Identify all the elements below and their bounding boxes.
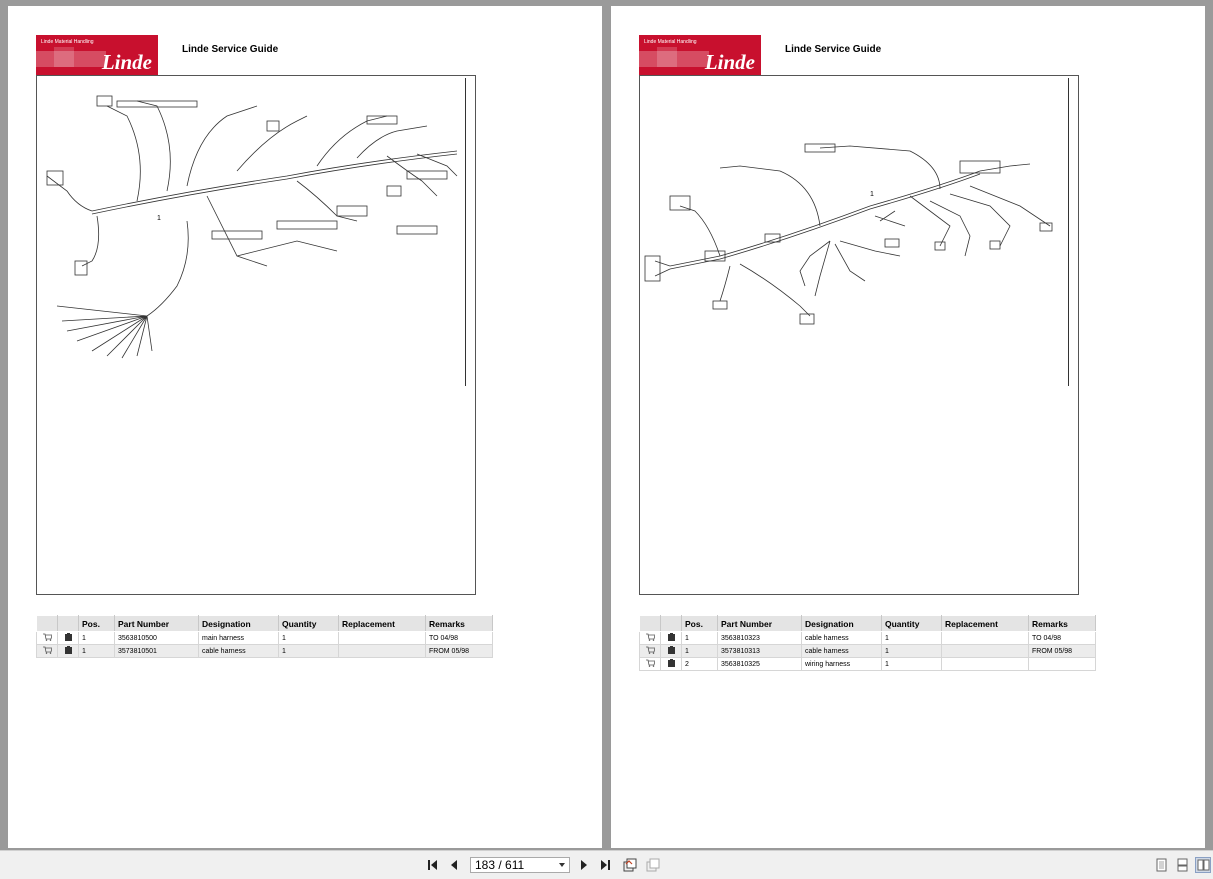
- clipboard-icon[interactable]: [64, 646, 73, 654]
- cell-part-number: 3563810325: [718, 658, 802, 671]
- main-harness-drawing: [37, 76, 476, 396]
- last-page-icon[interactable]: [598, 857, 612, 873]
- cell-designation: cable harness: [199, 645, 279, 658]
- cell-pos: 1: [79, 632, 115, 645]
- continuous-view-icon[interactable]: [1175, 857, 1189, 873]
- document-page-left: [8, 6, 602, 848]
- svg-text:1: 1: [870, 191, 874, 198]
- go-forward-view-icon[interactable]: [644, 857, 660, 873]
- clipboard-icon[interactable]: [667, 659, 676, 667]
- cell-remarks: TO 04/98: [1029, 632, 1096, 645]
- clipboard-icon[interactable]: [667, 646, 676, 654]
- cart-icon[interactable]: [646, 646, 655, 654]
- cell-replacement: [339, 632, 426, 645]
- page-number-select[interactable]: [470, 857, 570, 873]
- table-header-row: [37, 616, 493, 632]
- cell-remarks: [1029, 658, 1096, 671]
- header-part-number: Part Number: [115, 616, 199, 632]
- table-row: [37, 645, 493, 658]
- cell-designation: cable harness: [802, 632, 882, 645]
- cell-quantity: 1: [882, 632, 942, 645]
- header-replacement: Replacement: [339, 616, 426, 632]
- cell-replacement: [942, 632, 1029, 645]
- table-row: [640, 645, 1096, 658]
- cell-part-number: 3563810323: [718, 632, 802, 645]
- cart-icon[interactable]: [646, 659, 655, 667]
- header-quantity: Quantity: [882, 616, 942, 632]
- page-title: Linde Service Guide: [785, 44, 882, 55]
- cell-quantity: 1: [882, 658, 942, 671]
- table-header-row: [640, 616, 1096, 632]
- cell-pos: 1: [682, 645, 718, 658]
- cell-part-number: 3573810501: [115, 645, 199, 658]
- header-replacement: Replacement: [942, 616, 1029, 632]
- cell-remarks: FROM 05/98: [1029, 645, 1096, 658]
- viewer-toolbar: [0, 850, 1213, 879]
- header-pos: Pos.: [682, 616, 718, 632]
- parts-table: [36, 615, 493, 658]
- header-quantity: Quantity: [279, 616, 339, 632]
- cart-icon[interactable]: [43, 633, 52, 641]
- go-back-view-icon[interactable]: [621, 857, 637, 873]
- two-page-view-icon[interactable]: [1195, 857, 1211, 873]
- table-row: [640, 658, 1096, 671]
- linde-logo: [639, 35, 761, 75]
- cell-pos: 1: [79, 645, 115, 658]
- linde-logo: [36, 35, 158, 75]
- header-remarks: Remarks: [426, 616, 493, 632]
- cell-designation: cable harness: [802, 645, 882, 658]
- page-indicator: 183 / 611: [475, 858, 525, 872]
- cell-pos: 1: [682, 632, 718, 645]
- cell-pos: 2: [682, 658, 718, 671]
- table-row: [640, 632, 1096, 645]
- logo-subtitle: Linde Material Handling: [644, 39, 697, 45]
- cell-quantity: 1: [882, 645, 942, 658]
- header-designation: Designation: [802, 616, 882, 632]
- cable-harness-drawing: [640, 76, 1079, 396]
- clipboard-icon[interactable]: [64, 633, 73, 641]
- chevron-down-icon: [559, 863, 565, 867]
- first-page-icon[interactable]: [426, 857, 440, 873]
- page-title: Linde Service Guide: [182, 44, 279, 55]
- cell-replacement: [942, 645, 1029, 658]
- cart-icon[interactable]: [646, 633, 655, 641]
- header-part-number: Part Number: [718, 616, 802, 632]
- header-pos: Pos.: [79, 616, 115, 632]
- cell-quantity: 1: [279, 632, 339, 645]
- header-designation: Designation: [199, 616, 279, 632]
- svg-text:1: 1: [157, 215, 161, 222]
- logo-brand: Linde: [101, 50, 152, 74]
- document-page-right: [611, 6, 1205, 848]
- next-page-icon[interactable]: [578, 857, 590, 873]
- cell-replacement: [942, 658, 1029, 671]
- parts-table: [639, 615, 1096, 671]
- logo-brand: Linde: [704, 50, 755, 74]
- logo-subtitle: Linde Material Handling: [41, 39, 94, 45]
- cell-designation: wiring harness: [802, 658, 882, 671]
- header-remarks: Remarks: [1029, 616, 1096, 632]
- wiring-harness-figure: [639, 75, 1079, 595]
- cell-remarks: TO 04/98: [426, 632, 493, 645]
- cell-part-number: 3563810500: [115, 632, 199, 645]
- cell-designation: main harness: [199, 632, 279, 645]
- cell-remarks: FROM 05/98: [426, 645, 493, 658]
- single-page-view-icon[interactable]: [1154, 857, 1168, 873]
- cart-icon[interactable]: [43, 646, 52, 654]
- cell-quantity: 1: [279, 645, 339, 658]
- wiring-harness-figure: [36, 75, 476, 595]
- cell-part-number: 3573810313: [718, 645, 802, 658]
- clipboard-icon[interactable]: [667, 633, 676, 641]
- prev-page-icon[interactable]: [448, 857, 460, 873]
- cell-replacement: [339, 645, 426, 658]
- table-row: [37, 632, 493, 645]
